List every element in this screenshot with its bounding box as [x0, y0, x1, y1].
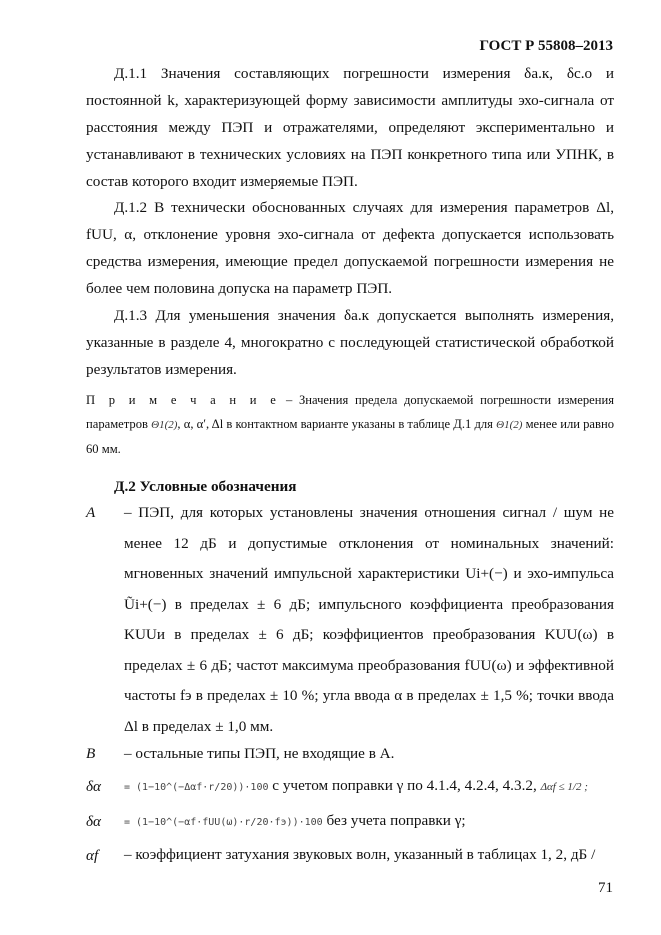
- paragraph-d-1-2: Д.1.2 В технически обоснованных случаях для измерения параметров Δl, fUU, α, отклонение уровня эхо-сигнала от дефекта допускается использовать средства измерения, имеющие предел допускаемой погрешности измерения не более чем половина допуска на параметр ПЭП.: [86, 199, 614, 297]
- definition-text: – остальные типы ПЭП, не входящие в A.: [124, 745, 395, 762]
- formula: = (1−10^(−αf·fUU(ω)·r/20·fэ))·100: [124, 817, 323, 828]
- note-text-2: , α, α′, Δl в контактном варианте указаны в таблице Д.1 для: [177, 417, 497, 431]
- definition-symbol: A: [86, 504, 96, 521]
- definition-symbol: αf: [86, 847, 99, 864]
- definition-text: – ПЭП, для которых установлены значения отношения сигнал / шум не менее 12 дБ и допустимые отклонения от номинальных значений: мгновенных значений импульсной характеристики Ui+(−) и эхо-импульса Ũi+(−) в пределах ± 6 дБ; импульсного коэффициента преобразования KUUи в пределах ± 6 дБ; коэффициентов преобразования KUU(ω) в пределах ± 6 дБ; частот максимума преобразования fUU(ω) и эффективной частоты fэ в пределах ± 10 %; угла ввода α в пределах ± 1,5 %; точки ввода Δl в пределах ± 1,0 мм.: [124, 504, 614, 735]
- formula: = (1−10^(−Δαf·r/20))·100: [124, 782, 269, 793]
- page-number: 71: [598, 880, 613, 896]
- definition-text: – коэффициент затухания звуковых волн, указанный в таблицах 1, 2, дБ /: [124, 846, 596, 863]
- definition-symbol: B: [86, 745, 96, 762]
- theta-symbol: Θ1(2): [151, 419, 178, 431]
- paragraph-d-1-3: Д.1.3 Для уменьшения значения δа.к допускается выполнять измерения, указанные в разделе 4, многократно с последующей статистической обработкой результатов измерения.: [86, 307, 614, 378]
- theta-symbol: Θ1(2): [496, 419, 523, 431]
- definition-symbol: δα: [86, 813, 102, 830]
- definition-symbol: δα: [86, 778, 102, 795]
- note-label: П р и м е ч а н и е: [86, 393, 280, 407]
- note-text-1: – Значения предела допускаемой погрешности измерения параметров: [86, 393, 614, 431]
- note: [86, 388, 614, 461]
- definition-text: = (1−10^(−αf·fUU(ω)·r/20·fэ))·100 без учета поправки γ;: [124, 812, 466, 829]
- section-title: Д.2 Условные обозначения: [114, 478, 297, 495]
- paragraph-d-1-1: Д.1.1 Значения составляющих погрешности измерения δа.к, δс.о и постоянной k, характеризующей форму зависимости амплитуды эхо-сигнала от расстояния между ПЭП и отражателями, определяют экспериментально и устанавливают в технических условиях на ПЭП конкретного типа или УПНК, в состав которого входит измеряемые ПЭП.: [86, 65, 614, 190]
- note-text-3: менее или равно 60 мм.: [86, 417, 614, 456]
- document-header: ГОСТ Р 55808–2013: [479, 38, 613, 54]
- formula-condition: Δαf ≤ 1/2 ;: [540, 781, 588, 793]
- definition-text: = (1−10^(−Δαf·r/20))·100 с учетом поправки γ по 4.1.4, 4.2.4, 4.3.2, Δαf ≤ 1/2 ;: [124, 777, 588, 794]
